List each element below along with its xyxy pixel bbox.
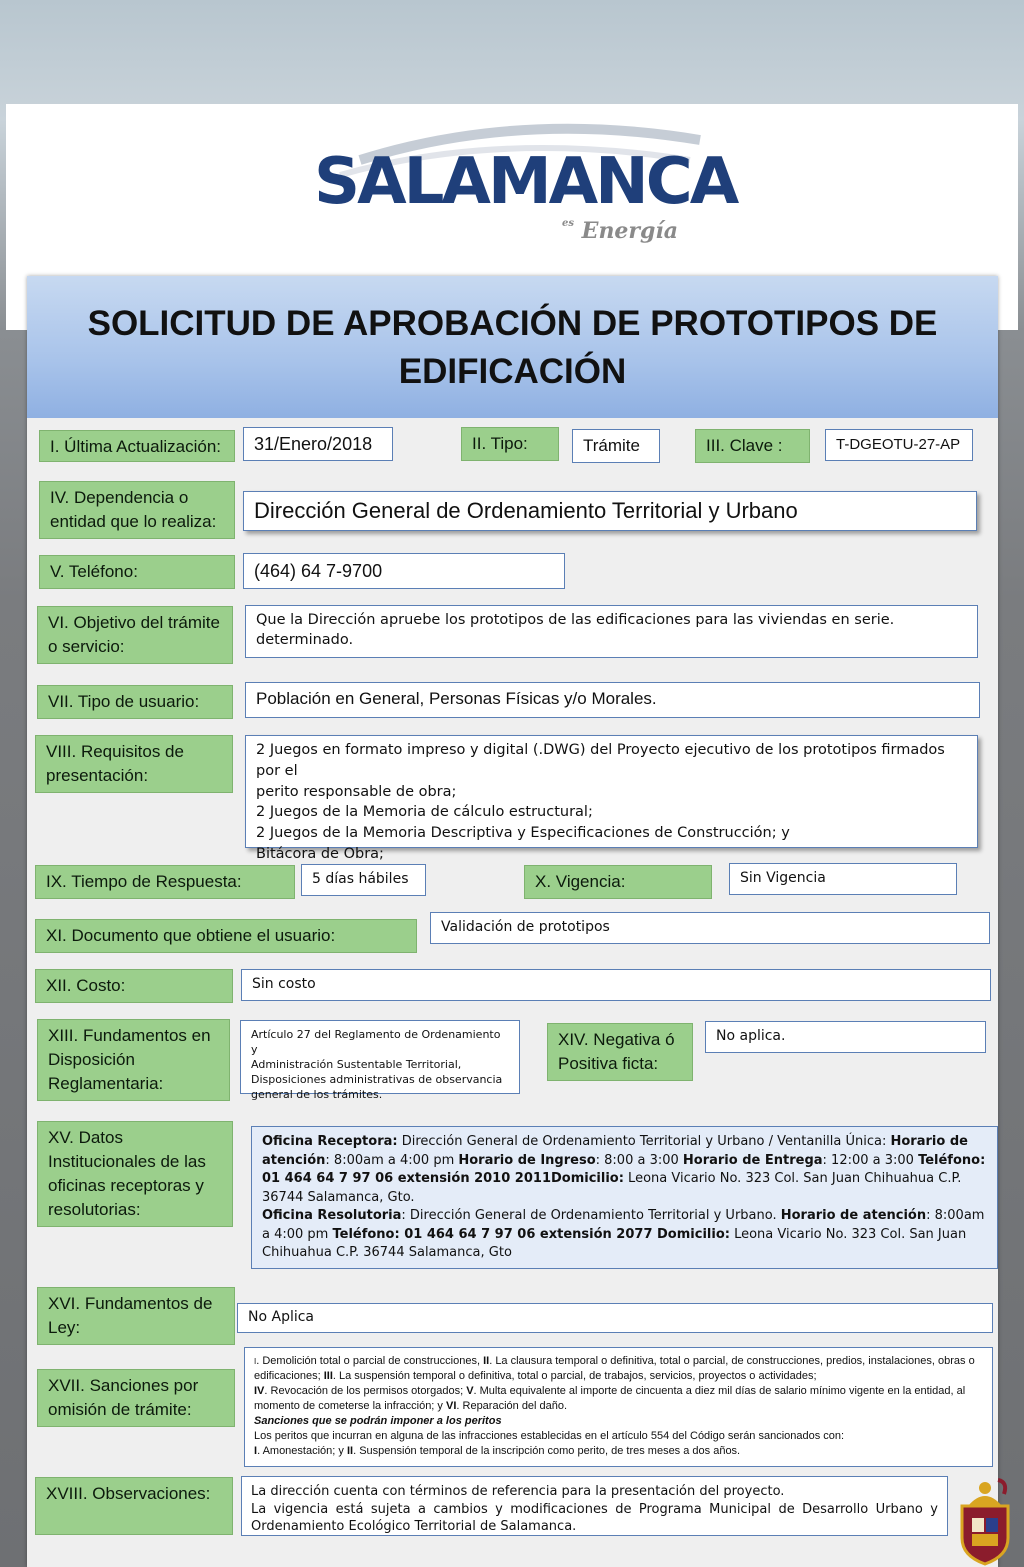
label-observaciones: XVIII. Observaciones: bbox=[35, 1477, 233, 1535]
value-sanciones: I. Demolición total o parcial de construcciones, II. La clausura temporal o definitiva, total o parcial, de construcciones, predios, instalaciones, obras o edificaciones; III. La suspensión temporal o definitiva, total o parcial, de trabajos, servicios, proyectos o actividades; IV. Revocación de los permisos otorgados; V. Multa equivalente al importe de cincuenta a diez mil días de salario mínimo vigente en la entidad, al momento de cometerse la infracción; y VI. Reparación del daño. Sanciones que se podrán imponer a los peritos Los peritos que incurran en alguna de las infracciones establecidas en el artículo 554 del Código serán sancionados con: I. Amonestación; y II. Suspensión temporal de la inscripción como perito, de tres meses a dos años. bbox=[244, 1347, 993, 1467]
label-fundamentos-ley: XVI. Fundamentos de Ley: bbox=[37, 1287, 235, 1345]
requisito-item: 2 Juegos de la Memoria de cálculo estructural; bbox=[256, 804, 593, 821]
requisito-item: perito responsable de obra; bbox=[256, 783, 457, 800]
value-ultima-actualizacion: 31/Enero/2018 bbox=[243, 427, 393, 461]
value-clave: T-DGEOTU-27-AP bbox=[825, 429, 973, 461]
label-fundamentos-reglamentaria: XIII. Fundamentos en Disposición Reglamentaria: bbox=[37, 1019, 230, 1101]
label-ultima-actualizacion: I. Última Actualización: bbox=[39, 430, 235, 462]
requisito-item: 2 Juegos en formato impreso y digital (.DWG) del Proyecto ejecutivo de los prototipos firmados por el bbox=[256, 742, 945, 779]
value-negativa-ficta: No aplica. bbox=[705, 1021, 986, 1053]
label-tipo-usuario: VII. Tipo de usuario: bbox=[37, 685, 233, 719]
label-sanciones: XVII. Sanciones por omisión de trámite: bbox=[37, 1369, 235, 1427]
coat-of-arms-icon bbox=[954, 1476, 1016, 1566]
logo-word: SALAMANCA bbox=[314, 145, 737, 219]
value-requisitos bbox=[245, 735, 978, 862]
label-tiempo-respuesta: IX. Tiempo de Respuesta: bbox=[35, 865, 295, 899]
value-fundamentos-reglamentaria: Artículo 27 del Reglamento de Ordenamiento y Administración Sustentable Territorial, Disposiciones administrativas de observancia general de los trámites. bbox=[240, 1020, 520, 1094]
label-costo: XII. Costo: bbox=[35, 969, 233, 1003]
value-datos-institucionales: Oficina Receptora: Dirección General de Ordenamiento Territorial y Urbano / Ventanilla Única: Horario de atención: 8:00am a 4:00 pm Horario de Ingreso: 8:00 a 3:00 Horario de Entrega: 12:00 a 3:00 Teléfono: 01 464 64 7 97 06 extensión 2010 2011Domicilio: Leona Vicario No. 323 Col. San Juan Chihuahua C.P. 36744 Salamanca, Gto. Oficina Resolutoria: Dirección General de Ordenamiento Territorial y Urbano. Horario de atención: 8:00am a 4:00 pm Teléfono: 01 464 64 7 97 06 extensión 2077 Domicilio: Leona Vicario No. 323 Col. San Juan Chihuahua C.P. 36744 Salamanca, Gto bbox=[251, 1126, 998, 1269]
label-objetivo: VI. Objetivo del trámite o servicio: bbox=[37, 606, 233, 664]
label-telefono: V. Teléfono: bbox=[39, 555, 235, 589]
label-documento: XI. Documento que obtiene el usuario: bbox=[35, 919, 417, 953]
value-fundamentos-ley: No Aplica bbox=[237, 1303, 993, 1333]
value-dependencia: Dirección General de Ordenamiento Territorial y Urbano bbox=[243, 491, 977, 531]
value-objetivo: Que la Dirección apruebe los prototipos de las edificaciones para las viviendas en serie. determinado. bbox=[245, 605, 978, 658]
value-tipo: Trámite bbox=[572, 429, 660, 463]
logo-tagline: $^{es}$ Energía bbox=[562, 218, 679, 244]
value-tipo-usuario: Población en General, Personas Físicas y/o Morales. bbox=[245, 682, 980, 718]
value-costo: Sin costo bbox=[241, 969, 991, 1001]
label-negativa-ficta: XIV. Negativa ó Positiva ficta: bbox=[547, 1023, 693, 1081]
value-vigencia: Sin Vigencia bbox=[729, 863, 957, 895]
label-clave: III. Clave : bbox=[695, 429, 810, 463]
value-tiempo-respuesta: 5 días hábiles bbox=[301, 864, 426, 896]
label-tipo: II. Tipo: bbox=[461, 427, 559, 461]
label-datos-institucionales: XV. Datos Institucionales de las oficinas receptoras y resolutorias: bbox=[37, 1121, 233, 1227]
requisito-item: 2 Juegos de la Memoria Descriptiva y Especificaciones de Construcción; y bbox=[256, 825, 790, 842]
value-observaciones: La dirección cuenta con términos de referencia para la presentación del proyecto. La vigencia está sujeta a cambios y modificaciones de Programa Municipal de Desarrollo Urbano y Ordenamiento Ecológico Territorial de Salamanca. bbox=[241, 1476, 948, 1536]
label-requisitos: VIII. Requisitos de presentación: bbox=[35, 735, 233, 793]
label-dependencia: IV. Dependencia o entidad que lo realiza: bbox=[39, 481, 235, 539]
salamanca-logo bbox=[300, 120, 737, 250]
value-documento: Validación de prototipos bbox=[430, 912, 990, 944]
label-vigencia: X. Vigencia: bbox=[524, 865, 712, 899]
requisito-item: Bitácora de Obra; bbox=[256, 845, 384, 862]
value-telefono: (464) 64 7-9700 bbox=[243, 553, 565, 589]
page-title: SOLICITUD DE APROBACIÓN DE PROTOTIPOS DE EDIFICACIÓN bbox=[87, 304, 938, 391]
